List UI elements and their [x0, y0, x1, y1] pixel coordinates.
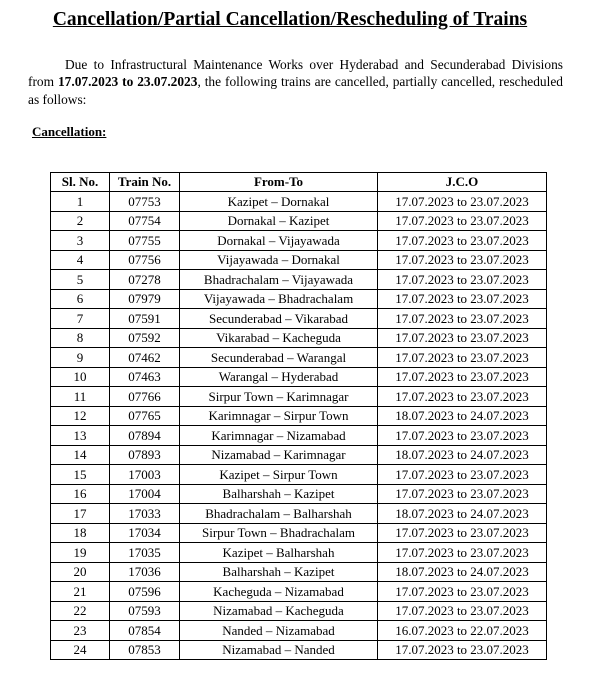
cell-from-to: Secunderabad – Warangal — [180, 348, 378, 368]
cell-sl-no: 6 — [51, 289, 110, 309]
cell-from-to: Balharshah – Kazipet — [180, 484, 378, 504]
cell-jco: 17.07.2023 to 23.07.2023 — [378, 348, 547, 368]
table-row — [51, 504, 547, 524]
cell-jco: 17.07.2023 to 23.07.2023 — [378, 426, 547, 446]
cell-jco: 17.07.2023 to 23.07.2023 — [378, 601, 547, 621]
cell-sl-no: 10 — [51, 367, 110, 387]
cell-train-no: 07596 — [110, 582, 180, 602]
cell-from-to: Balharshah – Kazipet — [180, 562, 378, 582]
cell-sl-no: 2 — [51, 211, 110, 231]
cell-from-to: Bhadrachalam – Balharshah — [180, 504, 378, 524]
cell-from-to: Kazipet – Dornakal — [180, 192, 378, 212]
table-row — [51, 562, 547, 582]
table-row — [51, 621, 547, 641]
cell-train-no: 17004 — [110, 484, 180, 504]
cell-from-to: Nanded – Nizamabad — [180, 621, 378, 641]
table-row — [51, 543, 547, 563]
cell-train-no: 07462 — [110, 348, 180, 368]
intro-paragraph — [28, 56, 563, 108]
table-row — [51, 231, 547, 251]
cell-train-no: 17033 — [110, 504, 180, 524]
table-row — [51, 465, 547, 485]
page-title: Cancellation/Partial Cancellation/Rescheduling of Trains — [52, 9, 528, 30]
cell-train-no: 07753 — [110, 192, 180, 212]
table-body — [51, 192, 547, 660]
cell-jco: 17.07.2023 to 23.07.2023 — [378, 543, 547, 563]
cell-train-no: 07278 — [110, 270, 180, 290]
cell-jco: 17.07.2023 to 23.07.2023 — [378, 367, 547, 387]
cell-train-no: 07463 — [110, 367, 180, 387]
header-sl-no: Sl. No. — [51, 173, 110, 192]
section-heading-cancellation: Cancellation: — [32, 124, 107, 139]
cell-from-to: Kazipet – Sirpur Town — [180, 465, 378, 485]
cell-from-to: Vijayawada – Dornakal — [180, 250, 378, 270]
cell-jco: 17.07.2023 to 23.07.2023 — [378, 387, 547, 407]
cell-sl-no: 19 — [51, 543, 110, 563]
table-row — [51, 640, 547, 660]
table-row — [51, 250, 547, 270]
cell-jco: 18.07.2023 to 24.07.2023 — [378, 504, 547, 524]
cell-train-no: 07979 — [110, 289, 180, 309]
table-header-row — [51, 173, 547, 192]
cell-from-to: Secunderabad – Vikarabad — [180, 309, 378, 329]
cell-from-to: Kazipet – Balharshah — [180, 543, 378, 563]
cell-sl-no: 15 — [51, 465, 110, 485]
cell-jco: 16.07.2023 to 22.07.2023 — [378, 621, 547, 641]
cell-sl-no: 23 — [51, 621, 110, 641]
cell-from-to: Vijayawada – Bhadrachalam — [180, 289, 378, 309]
cell-sl-no: 16 — [51, 484, 110, 504]
cell-jco: 17.07.2023 to 23.07.2023 — [378, 523, 547, 543]
table-row — [51, 445, 547, 465]
table-row — [51, 211, 547, 231]
table-row — [51, 426, 547, 446]
cell-train-no: 17003 — [110, 465, 180, 485]
cell-train-no: 07853 — [110, 640, 180, 660]
cell-train-no: 07854 — [110, 621, 180, 641]
cell-sl-no: 8 — [51, 328, 110, 348]
cell-train-no: 07754 — [110, 211, 180, 231]
cell-sl-no: 4 — [51, 250, 110, 270]
table-row — [51, 289, 547, 309]
cell-from-to: Vikarabad – Kacheguda — [180, 328, 378, 348]
cell-from-to: Warangal – Hyderabad — [180, 367, 378, 387]
table-row — [51, 348, 547, 368]
cell-train-no: 17036 — [110, 562, 180, 582]
table-row — [51, 523, 547, 543]
cell-from-to: Nizamabad – Karimnagar — [180, 445, 378, 465]
cell-sl-no: 22 — [51, 601, 110, 621]
cell-sl-no: 12 — [51, 406, 110, 426]
cell-sl-no: 14 — [51, 445, 110, 465]
cell-jco: 17.07.2023 to 23.07.2023 — [378, 465, 547, 485]
cell-sl-no: 3 — [51, 231, 110, 251]
cell-jco: 17.07.2023 to 23.07.2023 — [378, 231, 547, 251]
intro-text-after: , the following trains are cancelled, partially cancelled, rescheduled as follows: — [28, 74, 563, 107]
cell-jco: 18.07.2023 to 24.07.2023 — [378, 406, 547, 426]
cell-sl-no: 17 — [51, 504, 110, 524]
cell-train-no: 07755 — [110, 231, 180, 251]
header-from-to: From-To — [180, 173, 378, 192]
cell-jco: 17.07.2023 to 23.07.2023 — [378, 192, 547, 212]
cell-jco: 17.07.2023 to 23.07.2023 — [378, 640, 547, 660]
table-row — [51, 309, 547, 329]
cell-sl-no: 7 — [51, 309, 110, 329]
intro-text-before: Due to Infrastructural Maintenance Works over Hyderabad and Secunderabad Divisions from — [28, 57, 563, 90]
cell-from-to: Sirpur Town – Bhadrachalam — [180, 523, 378, 543]
cell-jco: 18.07.2023 to 24.07.2023 — [378, 562, 547, 582]
cell-jco: 17.07.2023 to 23.07.2023 — [378, 270, 547, 290]
table-row — [51, 270, 547, 290]
cell-sl-no: 18 — [51, 523, 110, 543]
cell-jco: 17.07.2023 to 23.07.2023 — [378, 328, 547, 348]
table-row — [51, 367, 547, 387]
cell-train-no: 07593 — [110, 601, 180, 621]
cell-train-no: 07893 — [110, 445, 180, 465]
cell-train-no: 07591 — [110, 309, 180, 329]
table-row — [51, 192, 547, 212]
cancellation-table — [50, 172, 547, 660]
table-row — [51, 328, 547, 348]
cell-train-no: 17035 — [110, 543, 180, 563]
cell-jco: 17.07.2023 to 23.07.2023 — [378, 582, 547, 602]
cell-sl-no: 13 — [51, 426, 110, 446]
cell-sl-no: 24 — [51, 640, 110, 660]
cell-sl-no: 11 — [51, 387, 110, 407]
cell-train-no: 07766 — [110, 387, 180, 407]
header-train-no: Train No. — [110, 173, 180, 192]
cell-from-to: Kacheguda – Nizamabad — [180, 582, 378, 602]
cell-from-to: Nizamabad – Kacheguda — [180, 601, 378, 621]
cell-train-no: 07765 — [110, 406, 180, 426]
cell-from-to: Dornakal – Vijayawada — [180, 231, 378, 251]
table-row — [51, 387, 547, 407]
table-row — [51, 582, 547, 602]
cell-sl-no: 9 — [51, 348, 110, 368]
header-jco: J.C.O — [378, 173, 547, 192]
cell-train-no: 07592 — [110, 328, 180, 348]
table-row — [51, 406, 547, 426]
intro-dates: 17.07.2023 to 23.07.2023 — [57, 74, 198, 90]
cell-jco: 18.07.2023 to 24.07.2023 — [378, 445, 547, 465]
cell-jco: 17.07.2023 to 23.07.2023 — [378, 250, 547, 270]
cell-jco: 17.07.2023 to 23.07.2023 — [378, 309, 547, 329]
cell-jco: 17.07.2023 to 23.07.2023 — [378, 484, 547, 504]
cell-sl-no: 21 — [51, 582, 110, 602]
cell-sl-no: 20 — [51, 562, 110, 582]
cell-from-to: Dornakal – Kazipet — [180, 211, 378, 231]
cell-from-to: Sirpur Town – Karimnagar — [180, 387, 378, 407]
table-row — [51, 484, 547, 504]
cell-from-to: Bhadrachalam – Vijayawada — [180, 270, 378, 290]
cell-train-no: 07756 — [110, 250, 180, 270]
cell-jco: 17.07.2023 to 23.07.2023 — [378, 289, 547, 309]
cell-train-no: 07894 — [110, 426, 180, 446]
cell-sl-no: 1 — [51, 192, 110, 212]
cell-from-to: Nizamabad – Nanded — [180, 640, 378, 660]
cell-train-no: 17034 — [110, 523, 180, 543]
table-row — [51, 601, 547, 621]
cell-jco: 17.07.2023 to 23.07.2023 — [378, 211, 547, 231]
cell-from-to: Karimnagar – Nizamabad — [180, 426, 378, 446]
cell-sl-no: 5 — [51, 270, 110, 290]
cell-from-to: Karimnagar – Sirpur Town — [180, 406, 378, 426]
